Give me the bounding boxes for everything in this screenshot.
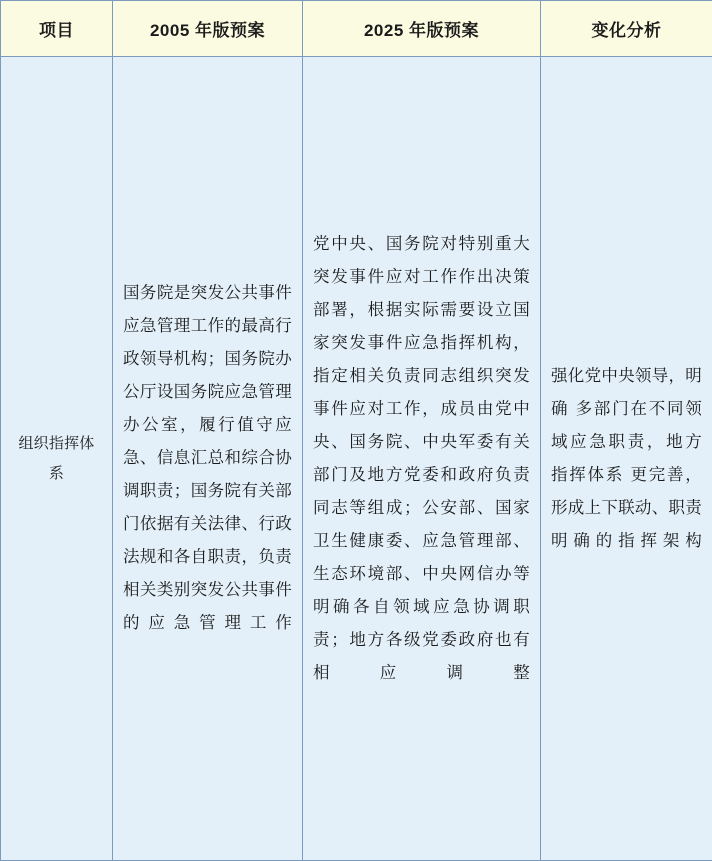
table-header: [1, 1, 712, 57]
cell-change-analysis-text: 强化党中央领导，明确 多部门在不同领域应急职责，地方 指挥体系 更完善，形成上下联动、职责明确的指挥架构: [551, 366, 702, 550]
column-header-change-analysis: 变化分析: [541, 1, 712, 57]
table-row: [1, 57, 712, 861]
cell-item: [1, 57, 113, 861]
column-header-new-plan: 2025 年版预案: [303, 1, 541, 57]
table-body: [1, 57, 712, 861]
table-header-row: [1, 1, 712, 57]
cell-item-text: 组织指挥体系: [18, 434, 95, 482]
cell-new-plan-text: 党中央、国务院对特别重大突发事件应对工作作出决策部署，根据实际需要设立国家突发事件应急指挥机构，指定相关负责同志组织突发事件应对工作，成员由党中央、国务院、中央军委有关部门及地方党委和政府负责同志等组成；公安部、国家卫生健康委、应急管理部、生态环境部、中央网信办等明确各自领域应急协调职责；地方各级党委政府也有相应调整: [313, 234, 530, 682]
cell-change-analysis: [541, 57, 712, 861]
cell-old-plan: [113, 57, 303, 861]
cell-new-plan: [303, 57, 541, 861]
column-header-item: 项目: [1, 1, 113, 57]
cell-old-plan-text: 国务院是突发公共事件应急管理工作的最高行政领导机构；国务院办公厅设国务院应急管理办公室，履行值守应急、信息汇总和综合协调职责；国务院有关部门依据有关法律、行政法规和各自职责，负责相关类别突发公共事件的应急管理工作: [123, 284, 292, 632]
column-header-old-plan: 2005 年版预案: [113, 1, 303, 57]
